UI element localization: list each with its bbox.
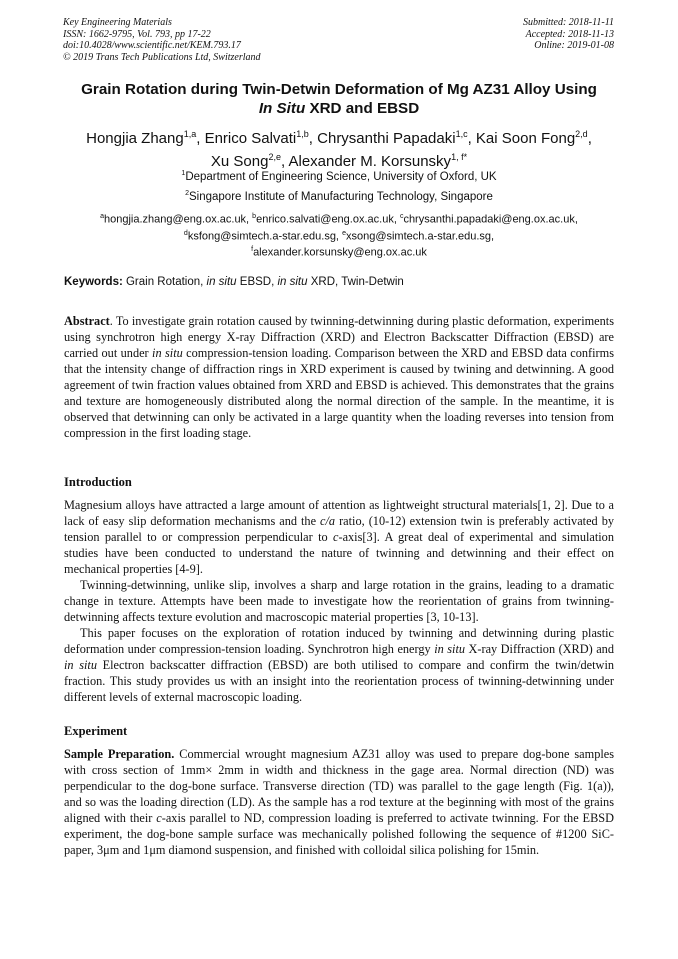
author-name: Kai Soon Fong (475, 130, 576, 147)
author-name: Hongjia Zhang (86, 130, 184, 147)
introduction-paragraph-2: Twinning-detwinning, unlike slip, involves a sharp and large rotation in the grains, leading to a dramatic change in texture. Attempts have been made to investigate how the reorientation of grains from twinning-detwinning affects texture evolution and macroscopic material properties [3, 10-13]. (64, 578, 614, 624)
title-italic: In Situ (258, 100, 306, 117)
keywords: Keywords: Grain Rotation, in situ EBSD, in situ XRD, Twin-Detwin (64, 276, 404, 288)
author-sup: 2,e (268, 152, 281, 162)
keywords-label: Keywords: (64, 276, 123, 288)
paper-title (40, 80, 638, 118)
journal-header-right (523, 17, 614, 52)
email-link[interactable]: xsong@simtech.a-star.edu.sg, (345, 230, 495, 243)
author-line-1: Hongjia Zhang$^{1,a}$, Enrico Salvati$^{1,b}$, Chrysanthi Papadaki$^{1,c}$, Kai Soon Fong$^{2,d}$, (86, 129, 592, 147)
author-sup: 1,b (296, 129, 309, 139)
email-link[interactable]: hongjia.zhang@eng.ox.ac.uk, (104, 213, 253, 226)
title-line-1: Grain Rotation during Twin-Detwin Deformation of Mg AZ31 Alloy Using (81, 81, 597, 98)
journal-header-left (63, 17, 261, 63)
journal-name: Key Engineering Materials (63, 17, 172, 28)
journal-issn: ISSN: 1662-9795, Vol. 793, pp 17-22 (63, 28, 211, 40)
author-sup: 2,d (575, 129, 588, 139)
author-name: Xu Song (210, 153, 269, 170)
journal-doi: doi:10.4028/www.scientific.net/KEM.793.17 (63, 40, 241, 51)
author-list (40, 125, 638, 171)
accepted-date: Accepted: 2018-11-13 (525, 28, 614, 40)
section-heading-experiment: Experiment (64, 724, 128, 738)
email-list (40, 210, 638, 260)
introduction-paragraph-3: This paper focuses on the exploration of rotation induced by twinning and detwinning during plastic deformation under compression-tension loading. Synchrotron high energy in situ X-ray Diffraction (XRD) and in situ Electron backscatter diffraction (EBSD) are both utilised to compare and confirm the twin/detwin fraction. This study provides us with an insight into the reorientation process of twinning-detwinning under different levels of external macroscopic loading. (64, 626, 615, 704)
journal-copyright: © 2019 Trans Tech Publications Ltd, Switzerland (63, 51, 261, 63)
affiliation-1: $^1$Department of Engineering Science, University of Oxford, UK (181, 170, 497, 183)
author-sup: 1,a (183, 129, 197, 139)
submitted-date: Submitted: 2018-11-11 (522, 17, 614, 28)
introduction-paragraph-1: Magnesium alloys have attracted a large amount of attention as lightweight structural materials[1, 2]. Due to a lack of easy slip deformation mechanisms and the c/a ratio, (10-12) extension twin is preferably activated by tension parallel to or compression perpendicular to c-axis[3]. A great deal of experimental and simulation studies have been conducted to understand the nature of twinning and detwinning and their effect on mechanical properties [4-9]. (64, 498, 614, 576)
author-name: Chrysanthi Papadaki (317, 130, 456, 147)
section-heading-introduction: Introduction (64, 475, 132, 489)
abstract: Abstract. To investigate grain rotation caused by twinning-detwinning during plastic deformation, experiments using synchrotron high energy X-ray Diffraction (XRD) and Electron Backscatter Diffraction (EBSD) are carried out under in situ compression-tension loading. Comparison between the XRD and EBSD data confirms that the intensity change of diffraction rings in XRD experiment is caused by twining and detwinning. A good agreement of twin fraction values obtained from XRD and EBSD is achieved. This demonstrates that the grains and texture are homogeneously distributed along the normal direction of the sample. In the meantime, it is observed that detwinning can only be activated in a large quantity when the loading reverses into tension from compression in the first loading stage. (64, 314, 614, 440)
author-line-2: Xu Song$^{2,e}$, Alexander M. Korsunsky$^{1, f*}$ (210, 152, 468, 170)
author-sup: 1, f* (451, 152, 468, 162)
subsection-label: Sample Preparation. (64, 747, 175, 761)
experiment-paragraph: Sample Preparation. Commercial wrought magnesium AZ31 alloy was used to prepare dog-bone samples with cross section of 1mm× 2mm in width and thickness in the gage area. Normal direction (ND) was perpendicular to the dog-bone surface. Transverse direction (TD) was parallel to the gage length (Fig. 1(a)), and so was the loading direction (LD). As the sample has a rod texture at the beginning with most of the grains aligned with their c-axis parallel to ND, compression loading is preferred to activate twinning. For the EBSD experiment, the dog-bone sample surface was mechanically polished following the sequence of #1200 SiC-paper, 3μm and 1μm diamond suspension, and finished with colloidal silica polishing for 15min. (64, 747, 615, 857)
affiliation-2: $^2$Singapore Institute of Manufacturing Technology, Singapore (185, 190, 493, 203)
email-link[interactable]: enrico.salvati@eng.ox.ac.uk, (256, 213, 400, 226)
email-line-3: $^f$alexander.korsunsky@eng.ox.ac.uk (251, 246, 427, 259)
title-line-2 (40, 99, 638, 118)
email-line-1: $^a$hongjia.zhang@eng.ox.ac.uk, $^b$enrico.salvati@eng.ox.ac.uk, $^c$chrysanthi.papadaki@eng.ox.ac.uk, (100, 213, 578, 226)
title-rest: XRD and EBSD (305, 100, 420, 117)
online-date: Online: 2019-01-08 (534, 40, 614, 51)
email-line-2: $^d$ksfong@simtech.a-star.edu.sg, $^e$xsong@simtech.a-star.edu.sg, (183, 229, 495, 243)
email-link[interactable]: ksfong@simtech.a-star.edu.sg, (187, 230, 343, 243)
email-link[interactable]: alexander.korsunsky@eng.ox.ac.uk (253, 246, 427, 259)
author-name: Enrico Salvati (204, 130, 297, 147)
author-name: Alexander M. Korsunsky (288, 153, 452, 170)
author-sup: 1,c (455, 129, 468, 139)
email-link[interactable]: chrysanthi.papadaki@eng.ox.ac.uk, (403, 213, 578, 226)
abstract-label: Abstract (64, 314, 110, 328)
